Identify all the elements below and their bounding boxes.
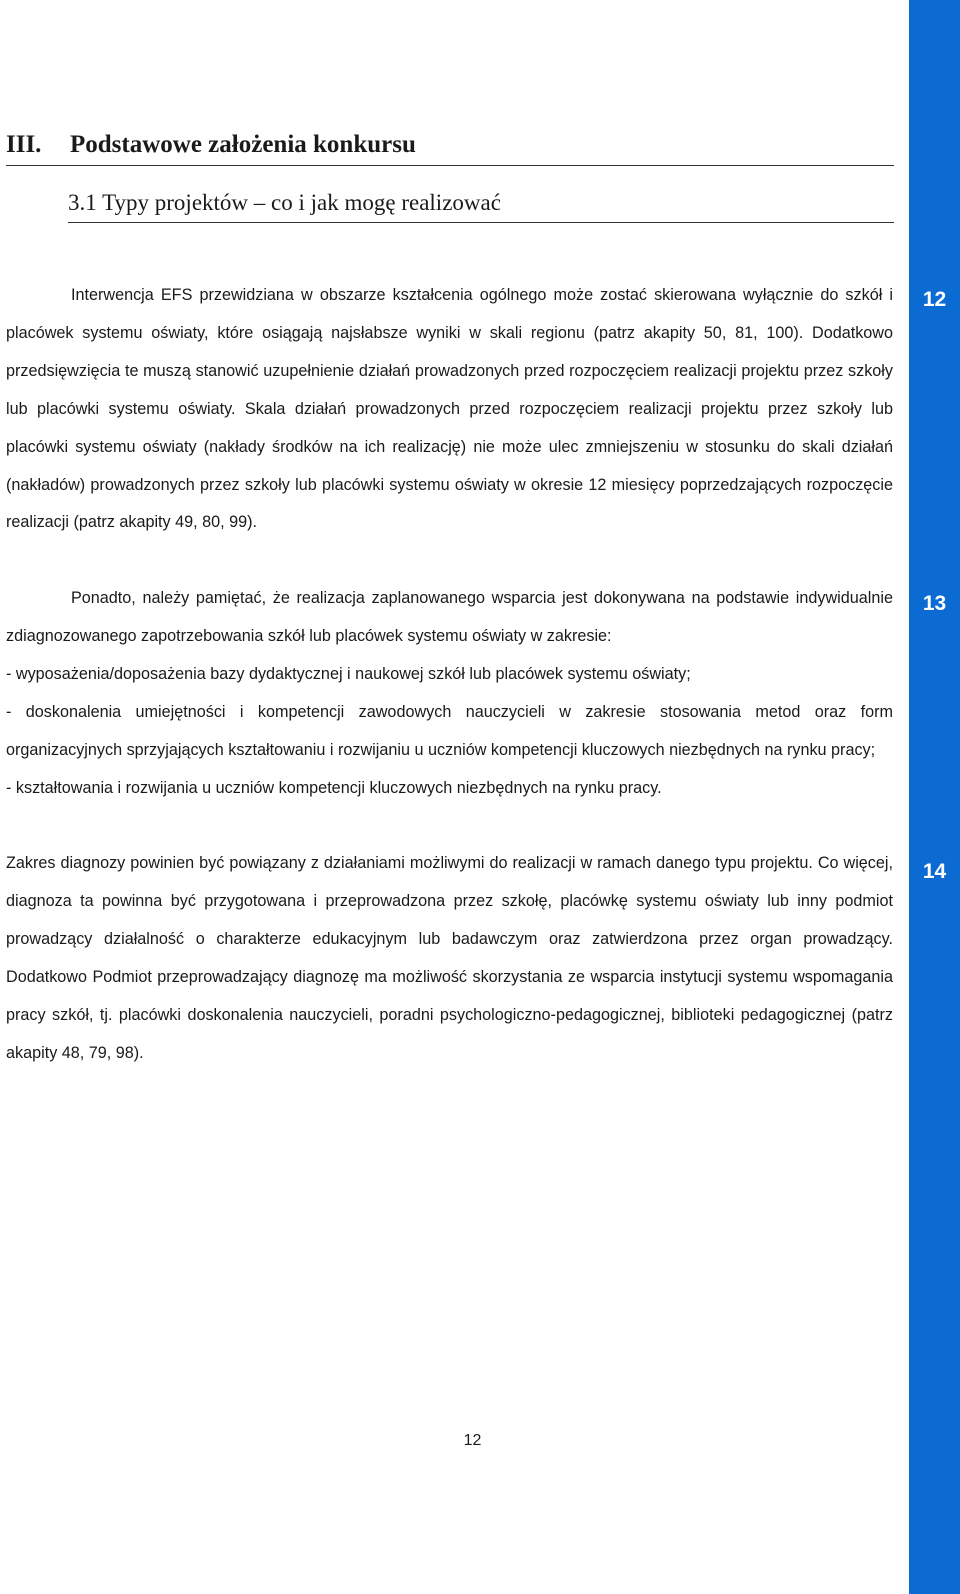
paragraph-block-14	[6, 845, 893, 1072]
paragraph-block-12	[6, 277, 893, 542]
chapter-title: Podstawowe założenia konkursu	[70, 131, 416, 158]
side-margin-band	[909, 0, 960, 1594]
list-item: - wyposażenia/doposażenia bazy dydaktycznej i naukowej szkół lub placówek systemu oświaty;	[6, 664, 691, 683]
chapter-heading	[6, 131, 894, 166]
paragraph-number-13: 13	[922, 592, 947, 615]
page-number: 12	[463, 1432, 482, 1449]
list-item: - doskonalenia umiejętności i kompetencji zawodowych nauczycieli w zakresie stosowania metod oraz form organizacyjnych sprzyjających kształtowaniu i rozwijaniu u uczniów kompetencji kluczowych niezbędnych na rynku pracy;	[6, 702, 893, 759]
section-heading: 3.1 Typy projektów – co i jak mogę realizować	[68, 190, 894, 223]
paragraph-block-13	[6, 580, 893, 807]
paragraph-text: Zakres diagnozy powinien być powiązany z działaniami możliwymi do realizacji w ramach danego typu projektu. Co więcej, diagnoza ta powinna być przygotowana i przeprowadzona przez szkołę, placówkę systemu oświaty lub inny podmiot prowadzący działalność o charakterze edukacyjnym lub badawczym oraz zatwierdzona przez organ prowadzący. Dodatkowo Podmiot przeprowadzający diagnozę ma możliwość skorzystania ze wsparcia instytucji systemu wspomagania pracy szkół, tj. placówki doskonalenia nauczycieli, poradni psychologiczno-pedagogicznej, biblioteki pedagogicznej (patrz akapity 48, 79, 98).	[6, 854, 893, 1062]
chapter-number: III.	[6, 131, 42, 158]
paragraph-text: Interwencja EFS przewidziana w obszarze kształcenia ogólnego może zostać skierowana wyłącznie do szkół i placówek systemu oświaty, które osiągają najsłabsze wyniki w skali regionu (patrz akapity 50, 81, 100). Dodatkowo przedsięwzięcia te muszą stanowić uzupełnienie działań prowadzonych przed rozpoczęciem realizacji projektu przez szkoły lub placówki systemu oświaty. Skala działań prowadzonych przed rozpoczęciem realizacji projektu przez szkoły lub placówki systemu oświaty (nakłady środków na ich realizację) nie może ulec zmniejszeniu w stosunku do skali działań (nakładów) prowadzonych przez szkoły lub placówki systemu oświaty w okresie 12 miesięcy poprzedzających rozpoczęcie realizacji (patrz akapity 49, 80, 99).	[6, 286, 893, 532]
list-item: - kształtowania i rozwijania u uczniów kompetencji kluczowych niezbędnych na rynku pracy.	[6, 778, 662, 797]
paragraph-number-14: 14	[922, 860, 947, 883]
paragraph-text: Ponadto, należy pamiętać, że realizacja zaplanowanego wsparcia jest dokonywana na podstawie indywidualnie zdiagnozowanego zapotrzebowania szkół lub placówek systemu oświaty w zakresie:	[6, 589, 893, 645]
paragraph-number-12: 12	[922, 288, 947, 311]
